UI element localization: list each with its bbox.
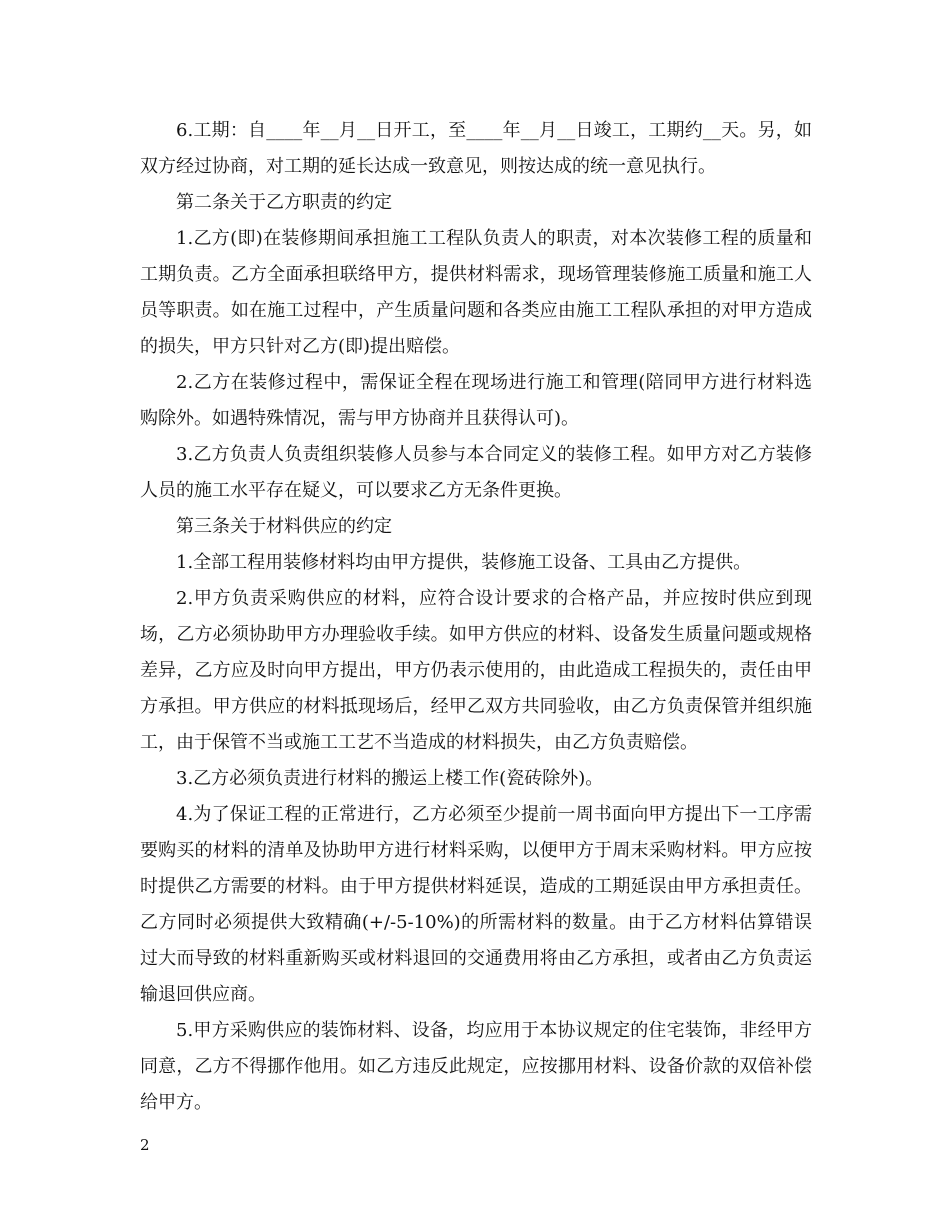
paragraph-construction-period: 6.工期：自____年__月__日开工，至____年__月__日竣工，工期约__天。另，如双方经过协商，对工期的延长达成一致意见，则按达成的统一意见执行。 <box>140 120 812 177</box>
paragraph-article-two-item-3: 3.乙方负责人负责组织装修人员参与本合同定义的装修工程。如甲方对乙方装修人员的施工水平存在疑义，可以要求乙方无条件更换。 <box>140 444 812 501</box>
paragraph-article-three-item-2: 2.甲方负责采购供应的材料，应符合设计要求的合格产品，并应按时供应到现场，乙方必须协助甲方办理验收手续。如甲方供应的材料、设备发生质量问题或规格差异，乙方应及时向甲方提出，甲方仍表示使用的，由此造成工程损失的，责任由甲方承担。甲方供应的材料抵现场后，经甲乙双方共同验收，由乙方负责保管并组织施工，由于保管不当或施工工艺不当造成的材料损失，由乙方负责赔偿。 <box>140 588 812 753</box>
paragraph-article-three-item-4: 4.为了保证工程的正常进行，乙方必须至少提前一周书面向甲方提出下一工序需要购买的材料的清单及协助甲方进行材料采购，以便甲方于周末采购材料。甲方应按时提供乙方需要的材料。由于甲方提供材料延误，造成的工期延误由甲方承担责任。乙方同时必须提供大致精确(+/-5-10%)的所需材料的数量。由于乙方材料估算错误过大而导致的材料重新购买或材料退回的交通费用将由乙方承担，或者由乙方负责运输退回供应商。 <box>140 804 812 1005</box>
paragraph-article-two-item-2: 2.乙方在装修过程中，需保证全程在现场进行施工和管理(陪同甲方进行材料选购除外。如遇特殊情况，需与甲方协商并且获得认可)。 <box>140 372 812 429</box>
heading-article-three: 第三条关于材料供应的约定 <box>176 516 392 537</box>
document-body <box>140 113 812 1121</box>
paragraph-article-three-item-1: 1.全部工程用装修材料均由甲方提供，装修施工设备、工具由乙方提供。 <box>176 552 752 573</box>
paragraph-article-three-item-5: 5.甲方采购供应的装饰材料、设备，均应用于本协议规定的住宅装饰，非经甲方同意，乙方不得挪作他用。如乙方违反此规定，应按挪用材料、设备价款的双倍补偿给甲方。 <box>140 1020 812 1113</box>
paragraph-article-two-item-1: 1.乙方(即)在装修期间承担施工工程队负责人的职责，对本次装修工程的质量和工期负责。乙方全面承担联络甲方，提供材料需求，现场管理装修施工质量和施工人员等职责。如在施工过程中，产生质量问题和各类应由施工工程队承担的对甲方造成的损失，甲方只针对乙方(即)提出赔偿。 <box>140 228 812 357</box>
page-number: 2 <box>140 1136 150 1154</box>
paragraph-article-three-item-3: 3.乙方必须负责进行材料的搬运上楼工作(瓷砖除外)。 <box>176 768 604 789</box>
heading-article-two: 第二条关于乙方职责的约定 <box>176 192 392 213</box>
